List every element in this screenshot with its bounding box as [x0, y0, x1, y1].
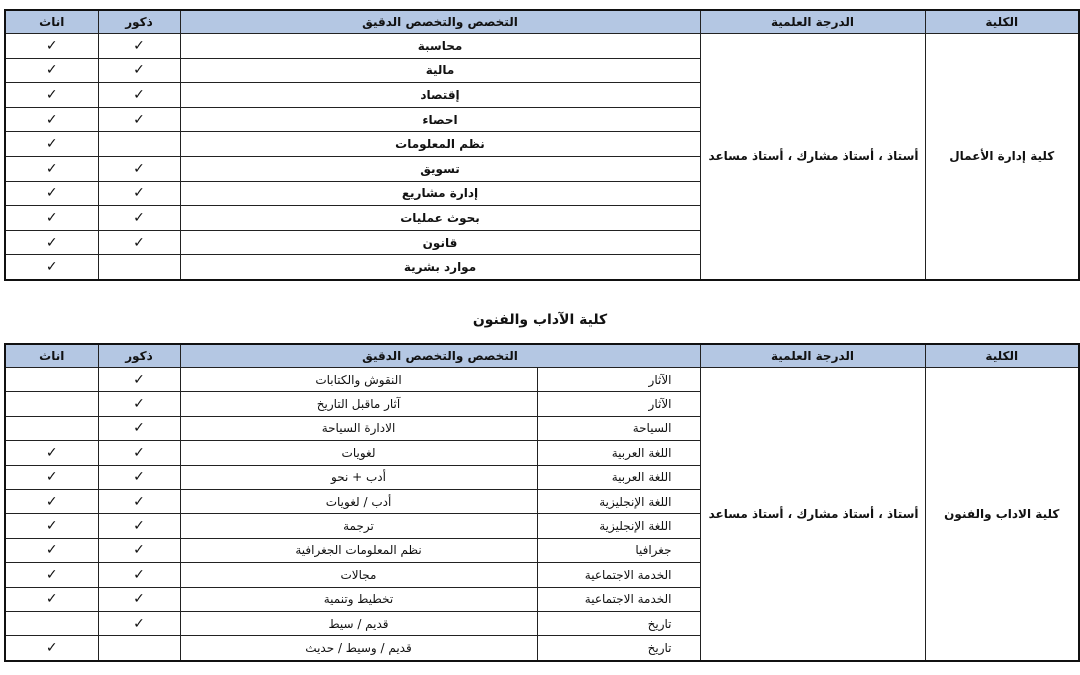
header-degree: الدرجة العلمية	[700, 10, 925, 34]
specialization-cell: مالية	[180, 58, 700, 83]
specialization-cell: محاسبة	[180, 34, 700, 59]
sub-specialization-cell: الادارة السياحة	[180, 416, 537, 440]
sub-specialization-cell: أدب / لغويات	[180, 489, 537, 513]
male-check: ✓	[98, 230, 180, 255]
header-female: اناث	[5, 10, 98, 34]
female-check: ✓	[5, 132, 98, 157]
sub-specialization-cell: النقوش والكتابات	[180, 368, 537, 392]
female-check: ✓	[5, 206, 98, 231]
male-check: ✓	[98, 83, 180, 108]
male-check: ✓	[98, 156, 180, 181]
male-check	[98, 636, 180, 661]
female-check: ✓	[5, 83, 98, 108]
header-college: الكلية	[925, 344, 1079, 368]
department-cell: اللغة العربية	[537, 465, 700, 489]
specialization-cell: قانون	[180, 230, 700, 255]
header-specialization: التخصص والتخصص الدقيق	[180, 10, 700, 34]
female-check	[5, 392, 98, 416]
male-check: ✓	[98, 34, 180, 59]
female-check: ✓	[5, 230, 98, 255]
male-check: ✓	[98, 58, 180, 83]
sub-specialization-cell: قديم / وسيط / حديث	[180, 636, 537, 661]
male-check	[98, 255, 180, 280]
college-cell: كلية إدارة الأعمال	[925, 34, 1079, 280]
sub-specialization-cell: مجالات	[180, 563, 537, 587]
male-check: ✓	[98, 563, 180, 587]
arts-college-table	[4, 343, 1080, 662]
department-cell: جغرافيا	[537, 538, 700, 562]
sub-specialization-cell: أدب + نحو	[180, 465, 537, 489]
female-check	[5, 611, 98, 635]
specialization-cell: نظم المعلومات	[180, 132, 700, 157]
table-row	[5, 34, 1079, 59]
specialization-cell: تسويق	[180, 156, 700, 181]
female-check: ✓	[5, 489, 98, 513]
female-check: ✓	[5, 441, 98, 465]
male-check: ✓	[98, 587, 180, 611]
female-check: ✓	[5, 538, 98, 562]
header-degree: الدرجة العلمية	[700, 344, 925, 368]
female-check	[5, 368, 98, 392]
department-cell: الخدمة الاجتماعية	[537, 587, 700, 611]
department-cell: السياحة	[537, 416, 700, 440]
department-cell: الآثار	[537, 392, 700, 416]
female-check: ✓	[5, 107, 98, 132]
sub-specialization-cell: نظم المعلومات الجغرافية	[180, 538, 537, 562]
table-row	[5, 368, 1079, 392]
section-title: كلية الآداب والفنون	[472, 312, 608, 328]
department-cell: تاريخ	[537, 636, 700, 661]
department-cell: اللغة الإنجليزية	[537, 489, 700, 513]
female-check: ✓	[5, 34, 98, 59]
department-cell: الآثار	[537, 368, 700, 392]
degree-cell: أستاذ ، أستاذ مشارك ، أستاذ مساعد	[700, 34, 925, 280]
male-check	[98, 132, 180, 157]
male-check: ✓	[98, 514, 180, 538]
female-check	[5, 416, 98, 440]
male-check: ✓	[98, 538, 180, 562]
female-check: ✓	[5, 514, 98, 538]
male-check: ✓	[98, 441, 180, 465]
specialization-cell: موارد بشرية	[180, 255, 700, 280]
female-check: ✓	[5, 563, 98, 587]
specialization-cell: إدارة مشاريع	[180, 181, 700, 206]
sub-specialization-cell: ترجمة	[180, 514, 537, 538]
female-check: ✓	[5, 181, 98, 206]
female-check: ✓	[5, 587, 98, 611]
header-male: ذكور	[98, 10, 180, 34]
female-check: ✓	[5, 465, 98, 489]
male-check: ✓	[98, 416, 180, 440]
female-check: ✓	[5, 636, 98, 661]
male-check: ✓	[98, 107, 180, 132]
specialization-cell: بحوث عمليات	[180, 206, 700, 231]
department-cell: اللغة العربية	[537, 441, 700, 465]
sub-specialization-cell: تخطيط وتنمية	[180, 587, 537, 611]
male-check: ✓	[98, 392, 180, 416]
male-check: ✓	[98, 489, 180, 513]
specialization-cell: احصاء	[180, 107, 700, 132]
department-cell: تاريخ	[537, 611, 700, 635]
male-check: ✓	[98, 181, 180, 206]
sub-specialization-cell: لغويات	[180, 441, 537, 465]
header-male: ذكور	[98, 344, 180, 368]
male-check: ✓	[98, 465, 180, 489]
department-cell: اللغة الإنجليزية	[537, 514, 700, 538]
female-check: ✓	[5, 58, 98, 83]
male-check: ✓	[98, 368, 180, 392]
department-cell: الخدمة الاجتماعية	[537, 563, 700, 587]
degree-cell: أستاذ ، أستاذ مشارك ، أستاذ مساعد	[700, 368, 925, 661]
female-check: ✓	[5, 156, 98, 181]
college-cell: كلية الاداب والفنون	[925, 368, 1079, 661]
header-row	[5, 344, 1079, 368]
sub-specialization-cell: قديم / سيط	[180, 611, 537, 635]
header-female: اناث	[5, 344, 98, 368]
header-row	[5, 10, 1079, 34]
header-college: الكلية	[925, 10, 1079, 34]
male-check: ✓	[98, 611, 180, 635]
business-college-table	[4, 9, 1080, 281]
sub-specialization-cell: آثار ماقبل التاريخ	[180, 392, 537, 416]
specialization-cell: إقتصاد	[180, 83, 700, 108]
male-check: ✓	[98, 206, 180, 231]
header-specialization: التخصص والتخصص الدقيق	[180, 344, 700, 368]
female-check: ✓	[5, 255, 98, 280]
